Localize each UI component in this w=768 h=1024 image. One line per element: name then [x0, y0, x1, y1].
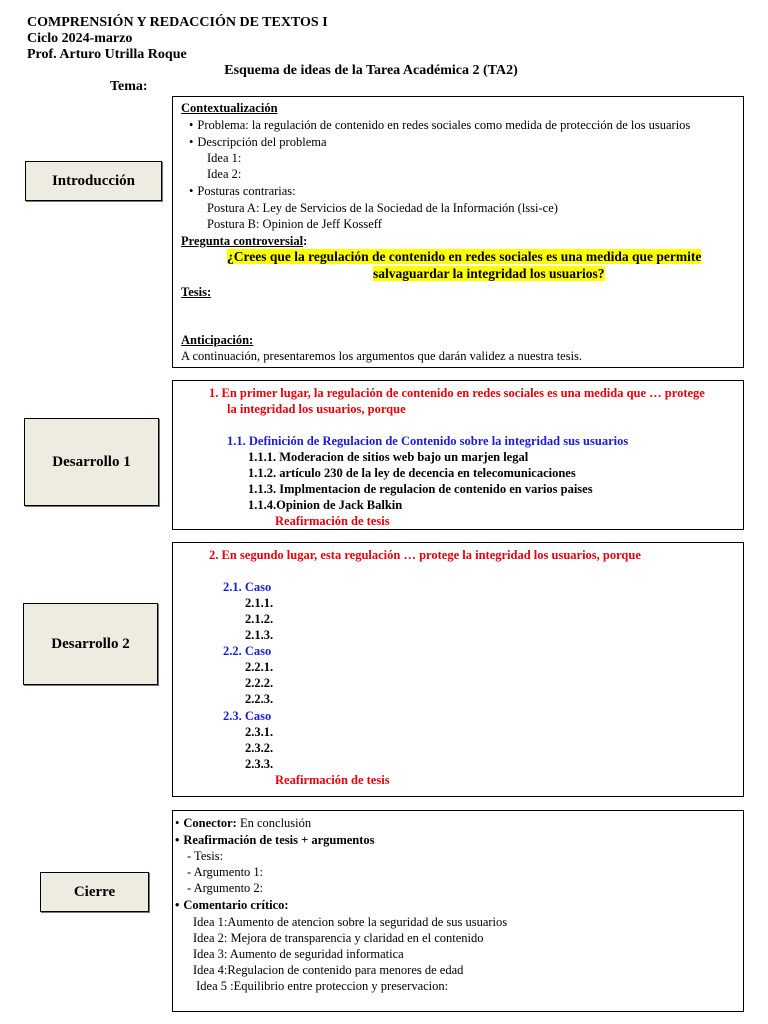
- problema-text: Problema: la regulación de contenido en redes sociales como medida de protección de los usuarios: [197, 118, 691, 132]
- idea1-line: Idea 1:: [207, 151, 242, 165]
- anticipacion-heading: Anticipación:: [181, 333, 254, 347]
- desarrollo1-item: 1.1.4.Opinion de Jack Balkin: [248, 498, 403, 512]
- cierre-idea: Idea 1:Aumento de atencion sobre la seguridad de sus usuarios: [193, 915, 508, 929]
- caso-item: 2.3.3.: [245, 757, 274, 771]
- descripcion-text: Descripción del problema: [197, 135, 327, 149]
- caso-title: 2.3. Caso: [223, 709, 272, 723]
- desarrollo1-subheading: 1.1. Definición de Regulacion de Contenido sobre la integridad sus usuarios: [227, 434, 629, 448]
- posturas-line: [189, 183, 296, 199]
- desarrollo2-box: [172, 542, 744, 797]
- comentario-text: Comentario crítico:: [183, 898, 289, 912]
- introduccion-box: [172, 96, 744, 368]
- desarrollo1-box: [172, 380, 744, 530]
- caso-item: 2.3.1.: [245, 725, 274, 739]
- pregunta-text-1: ¿Crees que la regulación de contenido en redes sociales es una medida que permite: [227, 249, 702, 264]
- cierre-idea: Idea 5 :Equilibrio entre proteccion y preservacion:: [193, 979, 449, 993]
- introduccion-label-text: Introducción: [51, 172, 136, 189]
- caso-item: 2.2.2.: [245, 676, 274, 690]
- caso-item: 2.1.3.: [245, 628, 274, 642]
- descripcion-line: [189, 134, 327, 150]
- caso-item: 2.3.2.: [245, 741, 274, 755]
- caso-item: 2.1.1.: [245, 596, 274, 610]
- conector-label: Conector:: [183, 816, 237, 830]
- caso-title: 2.1. Caso: [223, 580, 272, 594]
- cierre-tesis: - Tesis:: [187, 849, 224, 863]
- document-title: Esquema de ideas de la Tarea Académica 2 (TA2): [224, 63, 518, 78]
- desarrollo2-label-text: Desarrollo 2: [51, 635, 130, 652]
- desarrollo2-label: [23, 603, 158, 685]
- pregunta-line1: [227, 249, 701, 265]
- reafirmacion-line: [175, 832, 375, 848]
- idea2-line: Idea 2:: [207, 167, 242, 181]
- introduccion-label: [25, 161, 162, 201]
- posturas-text: Posturas contrarias:: [197, 184, 296, 198]
- desarrollo1-label-text: Desarrollo 1: [52, 453, 131, 470]
- desarrollo2-reafirmacion: Reafirmación de tesis: [275, 773, 390, 787]
- cierre-label-text: Cierre: [73, 883, 116, 900]
- desarrollo1-item: 1.1.3. Implmentacion de regulacion de contenido en varios paises: [248, 482, 593, 496]
- pregunta-heading: [181, 233, 307, 249]
- reafirmacion-text: Reafirmación de tesis + argumentos: [183, 833, 375, 847]
- cierre-label: [40, 872, 149, 912]
- caso-title: 2.2. Caso: [223, 644, 272, 658]
- caso-item: 2.2.1.: [245, 660, 274, 674]
- anticipacion-text: A continuación, presentaremos los argumentos que darán validez a nuestra tesis.: [181, 349, 583, 363]
- desarrollo1-item: 1.1.1. Moderacion de sitios web bajo un marjen legal: [248, 450, 529, 464]
- desarrollo1-line2: la integridad los usuarios, porque: [227, 402, 406, 416]
- course-title: COMPRENSIÓN Y REDACCIÓN DE TEXTOS I: [27, 15, 328, 30]
- desarrollo1-line1: 1. En primer lugar, la regulación de contenido en redes sociales es una medida que … protege: [209, 386, 705, 400]
- pregunta-colon: :: [303, 234, 308, 248]
- cierre-box: [172, 810, 744, 1012]
- postura-a: Postura A: Ley de Servicios de la Sociedad de la Información (lssi-ce): [207, 201, 558, 215]
- caso-item: 2.1.2.: [245, 612, 274, 626]
- desarrollo1-label: [24, 418, 159, 506]
- conector-line: [175, 815, 311, 831]
- postura-b: Postura B: Opinion de Jeff Kosseff: [207, 217, 382, 231]
- professor: Prof. Arturo Utrilla Roque: [27, 47, 187, 62]
- cierre-idea: Idea 3: Aumento de seguridad informatica: [193, 947, 404, 961]
- desarrollo1-reafirmacion: Reafirmación de tesis: [275, 514, 390, 528]
- pregunta-line2: [373, 266, 605, 282]
- pregunta-text-2: salvaguardar la integridad los usuarios?: [373, 266, 605, 281]
- comentario-line: [175, 897, 289, 913]
- desarrollo1-item: 1.1.2. artículo 230 de la ley de decencia en telecomunicaciones: [248, 466, 576, 480]
- cierre-idea: Idea 2: Mejora de transparencia y claridad en el contenido: [193, 931, 484, 945]
- tesis-heading: Tesis:: [181, 285, 212, 299]
- cierre-arg2: - Argumento 2:: [187, 881, 264, 895]
- conector-value: En conclusión: [236, 816, 312, 830]
- desarrollo2-line1: 2. En segundo lugar, esta regulación … protege la integridad los usuarios, porque: [209, 548, 641, 562]
- caso-item: 2.2.3.: [245, 692, 274, 706]
- pregunta-label: Pregunta controversial: [181, 234, 304, 248]
- tema-label: Tema:: [110, 79, 148, 94]
- cierre-arg1: - Argumento 1:: [187, 865, 264, 879]
- contextualizacion-heading: Contextualización: [181, 101, 278, 115]
- problema-line: [189, 117, 690, 133]
- cierre-idea: Idea 4:Regulacion de contenido para menores de edad: [193, 963, 464, 977]
- cycle: Ciclo 2024-marzo: [27, 31, 133, 46]
